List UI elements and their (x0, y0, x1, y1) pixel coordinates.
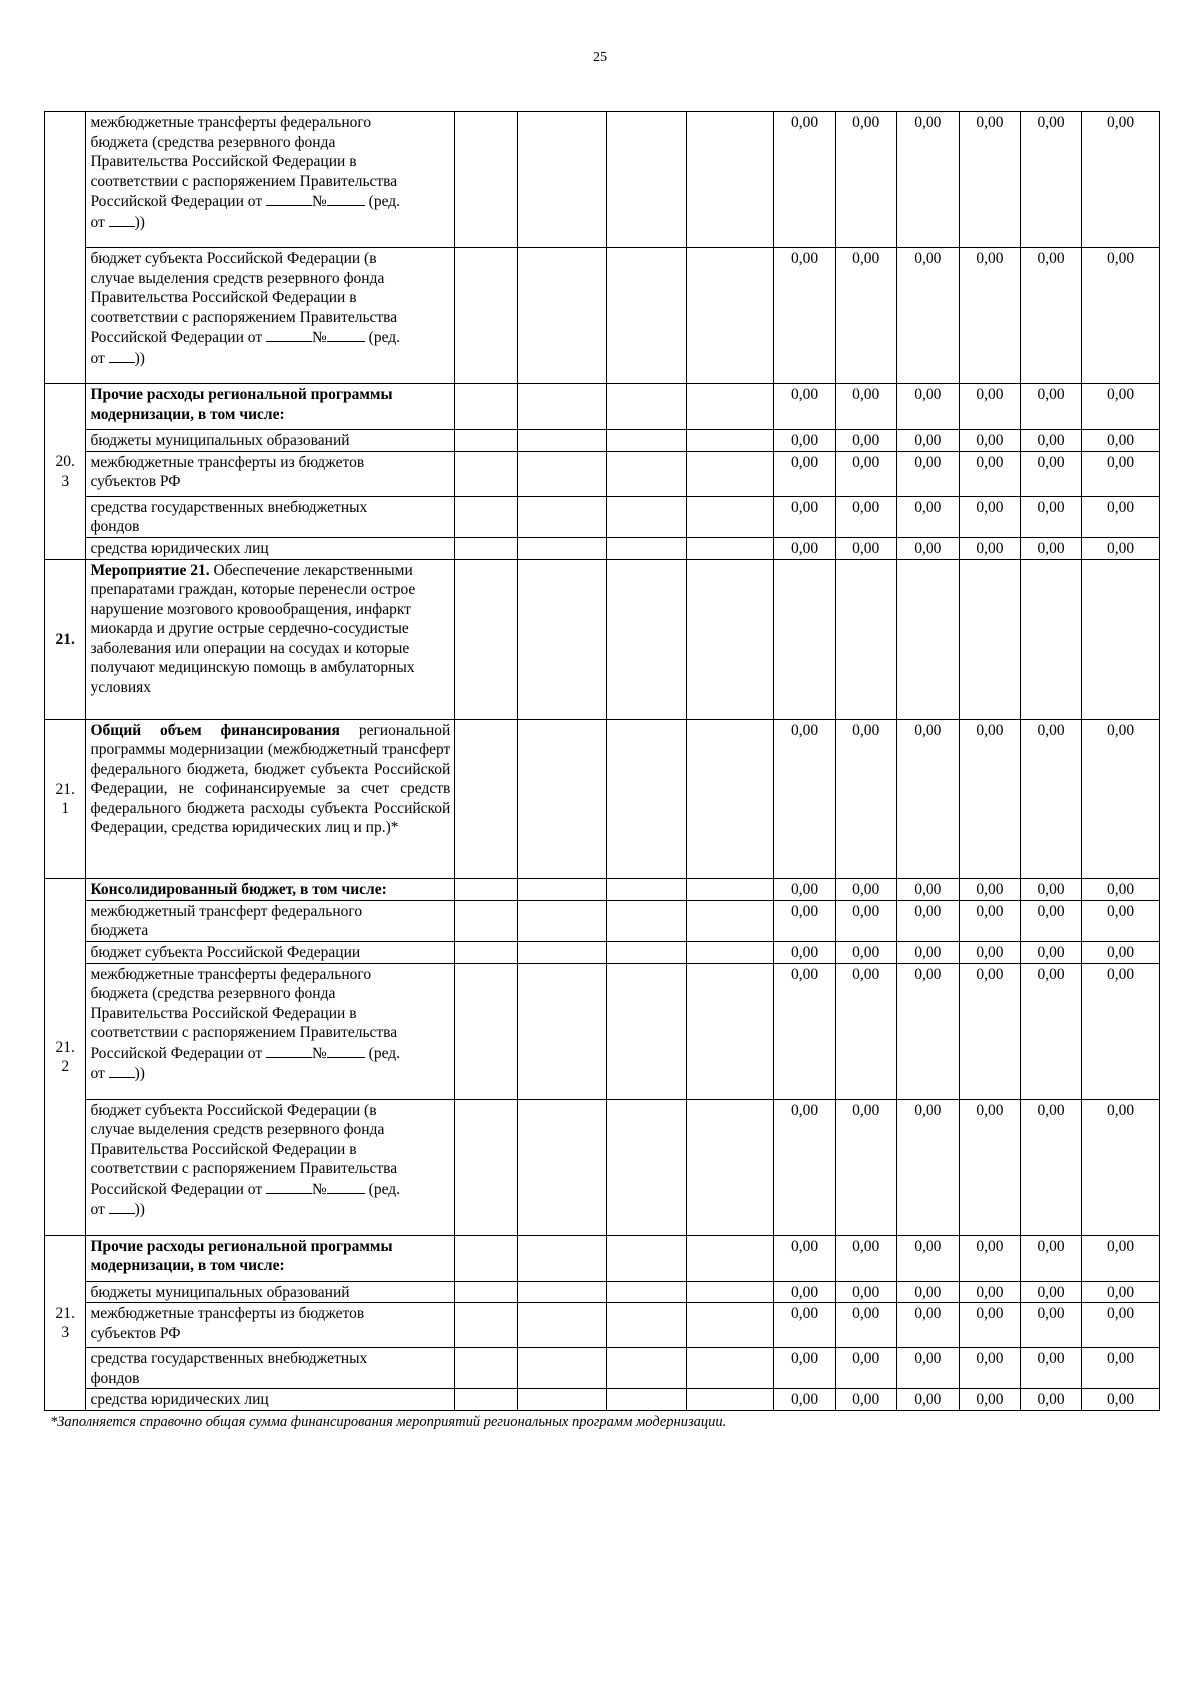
row-number: 21. (45, 559, 86, 719)
value-cell: 0,00 (1082, 112, 1160, 248)
table-row (45, 941, 1160, 963)
value-cell: 0,00 (959, 963, 1020, 1099)
value-cell: 0,00 (1021, 1099, 1082, 1235)
value-cell: 0,00 (1082, 384, 1160, 430)
value-cell: 0,00 (1082, 430, 1160, 452)
value-cell: 0,00 (1082, 1099, 1160, 1235)
value-cell: 0,00 (959, 878, 1020, 900)
value-cell: 0,00 (835, 1281, 896, 1303)
value-cell: 0,00 (774, 719, 835, 878)
value-cell: 0,00 (774, 1348, 835, 1389)
row-number: 21. 2 (45, 878, 86, 1235)
row-label: бюджет субъекта Российской Федерации (в случае выделения средств резервного фонда Правительства Российской Федерации в соответствии с распоряжением Правительства Российской Федерации от № (ред. от )) (86, 248, 455, 384)
value-cell: 0,00 (835, 112, 896, 248)
value-cell: 0,00 (774, 1281, 835, 1303)
value-cell: 0,00 (774, 900, 835, 941)
table-row (45, 1281, 1160, 1303)
value-cell: 0,00 (1082, 451, 1160, 496)
row-label: межбюджетные трансферты федерального бюджета (средства резервного фонда Правительства Российской Федерации в соответствии с распоряжением Правительства Российской Федерации от № (ред. от )) (86, 112, 455, 248)
row-number: 21. 1 (45, 719, 86, 878)
value-cell: 0,00 (1021, 719, 1082, 878)
value-cell: 0,00 (1021, 1281, 1082, 1303)
value-cell: 0,00 (1082, 496, 1160, 537)
value-cell: 0,00 (1021, 248, 1082, 384)
row-label: средства государственных внебюджетных фондов (86, 1348, 455, 1389)
value-cell: 0,00 (959, 1235, 1020, 1281)
value-cell: 0,00 (1021, 1348, 1082, 1389)
row-number-cell (45, 112, 86, 384)
table-row (45, 878, 1160, 900)
row-label: средства юридических лиц (86, 1389, 455, 1411)
row-number: 21. 3 (45, 1235, 86, 1411)
value-cell: 0,00 (835, 719, 896, 878)
value-cell: 0,00 (896, 1348, 959, 1389)
value-cell: 0,00 (1021, 384, 1082, 430)
value-cell: 0,00 (1082, 537, 1160, 559)
page-number: 25 (593, 50, 607, 65)
value-cell: 0,00 (1021, 112, 1082, 248)
value-cell: 0,00 (959, 496, 1020, 537)
value-cell: 0,00 (835, 430, 896, 452)
table-row (45, 559, 1160, 719)
value-cell: 0,00 (774, 941, 835, 963)
row-label: Прочие расходы региональной программы модернизации, в том числе: (86, 384, 455, 430)
value-cell: 0,00 (1021, 1389, 1082, 1411)
value-cell: 0,00 (774, 430, 835, 452)
value-cell: 0,00 (835, 451, 896, 496)
value-cell: 0,00 (959, 384, 1020, 430)
row-number: 20. 3 (45, 384, 86, 560)
value-cell: 0,00 (1082, 878, 1160, 900)
value-cell: 0,00 (959, 248, 1020, 384)
table-row (45, 1303, 1160, 1348)
value-cell: 0,00 (835, 941, 896, 963)
value-cell: 0,00 (896, 900, 959, 941)
table-row (45, 451, 1160, 496)
financing-table (44, 111, 1160, 1411)
value-cell: 0,00 (835, 1348, 896, 1389)
value-cell: 0,00 (774, 1389, 835, 1411)
table-row (45, 900, 1160, 941)
value-cell: 0,00 (896, 1281, 959, 1303)
value-cell: 0,00 (774, 1235, 835, 1281)
value-cell: 0,00 (896, 1099, 959, 1235)
value-cell: 0,00 (896, 1389, 959, 1411)
row-label: межбюджетный трансферт федерального бюджета (86, 900, 455, 941)
value-cell: 0,00 (896, 384, 959, 430)
value-cell: 0,00 (835, 1389, 896, 1411)
table-row (45, 1235, 1160, 1281)
table-row (45, 963, 1160, 1099)
row-label: Общий объем финансирования региональной программы модернизации (межбюджетный трансферт федерального бюджета, бюджет субъекта Российской Федерации, не софинансируемые за счет средств федерального бюджета расходы субъекта Российской Федерации, средства юридических лиц и пр.)* (86, 719, 455, 878)
value-cell: 0,00 (774, 451, 835, 496)
value-cell: 0,00 (959, 1348, 1020, 1389)
value-cell: 0,00 (774, 496, 835, 537)
value-cell: 0,00 (959, 1303, 1020, 1348)
value-cell: 0,00 (774, 537, 835, 559)
value-cell: 0,00 (774, 878, 835, 900)
value-cell: 0,00 (959, 112, 1020, 248)
value-cell: 0,00 (959, 1281, 1020, 1303)
value-cell: 0,00 (896, 719, 959, 878)
table-row (45, 537, 1160, 559)
value-cell: 0,00 (835, 1099, 896, 1235)
table-row (45, 430, 1160, 452)
value-cell: 0,00 (896, 878, 959, 900)
value-cell: 0,00 (774, 112, 835, 248)
value-cell: 0,00 (896, 248, 959, 384)
value-cell: 0,00 (835, 537, 896, 559)
value-cell: 0,00 (1021, 430, 1082, 452)
row-label: межбюджетные трансферты из бюджетов субъектов РФ (86, 451, 455, 496)
value-cell: 0,00 (1021, 1303, 1082, 1348)
event-description: Мероприятие 21. Обеспечение лекарственными препаратами граждан, которые перенесли острое нарушение мозгового кровообращения, инфаркт миокарда и другие острые сердечно-сосудистые заболевания или операции на сосудах и которые получают медицинскую помощь в амбулаторных условиях (86, 559, 455, 719)
row-label: средства государственных внебюджетных фондов (86, 496, 455, 537)
value-cell: 0,00 (959, 430, 1020, 452)
row-label: бюджет субъекта Российской Федерации (в случае выделения средств резервного фонда Правительства Российской Федерации в соответствии с распоряжением Правительства Российской Федерации от № (ред. от )) (86, 1099, 455, 1235)
value-cell: 0,00 (835, 900, 896, 941)
value-cell: 0,00 (1021, 878, 1082, 900)
value-cell: 0,00 (1021, 496, 1082, 537)
value-cell: 0,00 (1021, 537, 1082, 559)
value-cell: 0,00 (835, 248, 896, 384)
table-row (45, 719, 1160, 878)
value-cell: 0,00 (1082, 1303, 1160, 1348)
value-cell: 0,00 (835, 963, 896, 1099)
table-row (45, 1389, 1160, 1411)
value-cell: 0,00 (774, 384, 835, 430)
table-row (45, 1348, 1160, 1389)
value-cell: 0,00 (1082, 1281, 1160, 1303)
value-cell: 0,00 (959, 941, 1020, 963)
value-cell: 0,00 (896, 112, 959, 248)
value-cell: 0,00 (835, 496, 896, 537)
value-cell: 0,00 (1082, 1235, 1160, 1281)
value-cell: 0,00 (896, 963, 959, 1099)
value-cell: 0,00 (835, 1235, 896, 1281)
value-cell: 0,00 (1082, 941, 1160, 963)
value-cell: 0,00 (1082, 963, 1160, 1099)
value-cell: 0,00 (896, 537, 959, 559)
value-cell: 0,00 (959, 537, 1020, 559)
value-cell: 0,00 (959, 1389, 1020, 1411)
row-label: бюджет субъекта Российской Федерации (86, 941, 455, 963)
value-cell: 0,00 (1082, 1389, 1160, 1411)
row-label: бюджеты муниципальных образований (86, 1281, 455, 1303)
value-cell: 0,00 (1082, 1348, 1160, 1389)
value-cell: 0,00 (1021, 451, 1082, 496)
value-cell: 0,00 (959, 900, 1020, 941)
value-cell: 0,00 (959, 1099, 1020, 1235)
value-cell: 0,00 (1021, 1235, 1082, 1281)
value-cell: 0,00 (1021, 900, 1082, 941)
value-cell: 0,00 (1021, 941, 1082, 963)
value-cell: 0,00 (835, 1303, 896, 1348)
value-cell: 0,00 (835, 384, 896, 430)
value-cell: 0,00 (896, 430, 959, 452)
value-cell: 0,00 (1021, 963, 1082, 1099)
value-cell: 0,00 (835, 878, 896, 900)
value-cell: 0,00 (959, 719, 1020, 878)
value-cell: 0,00 (1082, 900, 1160, 941)
value-cell: 0,00 (896, 496, 959, 537)
row-label: межбюджетные трансферты из бюджетов субъектов РФ (86, 1303, 455, 1348)
value-cell: 0,00 (896, 1303, 959, 1348)
table-row (45, 496, 1160, 537)
value-cell: 0,00 (896, 1235, 959, 1281)
value-cell: 0,00 (774, 1303, 835, 1348)
value-cell: 0,00 (959, 451, 1020, 496)
table-row (45, 1099, 1160, 1235)
table-row (45, 248, 1160, 384)
value-cell: 0,00 (1082, 719, 1160, 878)
row-label: бюджеты муниципальных образований (86, 430, 455, 452)
footnote: *Заполняется справочно общая сумма финансирования мероприятий региональных программ модернизации. (50, 1414, 727, 1430)
table-row (45, 384, 1160, 430)
table-row (45, 112, 1160, 248)
row-label: средства юридических лиц (86, 537, 455, 559)
value-cell: 0,00 (1082, 248, 1160, 384)
value-cell: 0,00 (774, 248, 835, 384)
value-cell: 0,00 (896, 941, 959, 963)
value-cell: 0,00 (774, 963, 835, 1099)
value-cell: 0,00 (896, 451, 959, 496)
value-cell: 0,00 (774, 1099, 835, 1235)
row-label: Консолидированный бюджет, в том числе: (86, 878, 455, 900)
row-label: Прочие расходы региональной программы модернизации, в том числе: (86, 1235, 455, 1281)
row-label: межбюджетные трансферты федерального бюджета (средства резервного фонда Правительства Российской Федерации в соответствии с распоряжением Правительства Российской Федерации от № (ред. от )) (86, 963, 455, 1099)
